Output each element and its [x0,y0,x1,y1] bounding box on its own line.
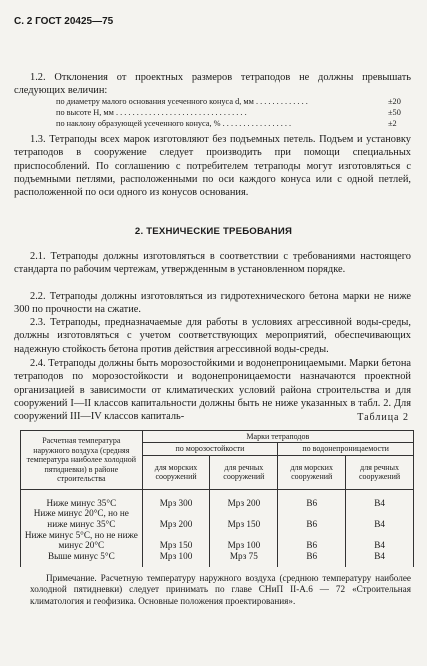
frost-sea-header: для морских сооружений [142,455,210,489]
table-cell: Мрз 200 [227,497,261,508]
frost-sea-column [142,489,210,567]
table-cell: Мрз 200 [159,519,193,529]
table-cell: Мрз 100 [159,550,193,561]
frost-river-column [210,489,278,567]
table-cell: Мрз 300 [159,497,193,508]
temperature-column [21,489,143,567]
deviation-item: по высоте H, мм . . . . . . . . . . . . . . . . . . . . . . . . . . . . . . . . ±50 [56,108,401,117]
paragraph-2-3: 2.3. Тетраподы, предназначаемые для работы в условиях агрессивной воды-среды, должны изготовляться с учетом соответствующих мероприятий, обеспечивающих надежную стойкость бетона против действия агрессивной воды-среды. [14,317,411,355]
table-cell: В6 [306,519,318,529]
table-note: Примечание. Расчетную температуру наружного воздуха (среднюю температуру наиболее холодной пятидневки) следует принимать по главе СНиП II-А.6 — 72 «Строительная климатология и геофизика. Основные положения проектирования». [30,573,411,606]
deviation-item: по диаметру малого основания усеченного конуса d, мм . . . . . . . . . . . . . ±20 [56,97,401,106]
page-header: С. 2 ГОСТ 20425—75 [14,16,114,27]
table-cell: Мрз 75 [229,550,258,561]
table-cell: Ниже минус 35°C [46,497,117,508]
paragraph-2-1: 2.1. Тетраподы должны изготовляться в соответствии с требованиями настоящего стандарта по рабочим чертежам, утвержденным в установленном порядке. [14,251,411,276]
table-cell: В4 [374,497,385,508]
paragraph-1-2: 1.2. Отклонения от проектных размеров тетраподов не должны превышать следующих величин: [14,72,411,97]
marks-table [20,430,414,567]
table-cell: Выше минус 5°C [47,550,115,561]
table-cell: В6 [306,497,318,508]
paragraph-2-4: 2.4. Тетраподы должны быть морозостойкими и водонепроницаемыми. Марки бетона тетраподов по морозостойкости и водонепроницаемости назначаются проектной организацией в зависимости от климатических условий района строительства и для сооружений I—II классов капитальности должны быть не ниже указанных в табл. 2. Для сооружений III—IV классов капиталь- [14,358,411,423]
frost-river-header: для речных сооружений [210,455,278,489]
section-title: 2. ТЕХНИЧЕСКИЕ ТРЕБОВАНИЯ [134,226,293,237]
table-cell: В4 [374,540,385,551]
table-cell: Мрз 100 [227,540,261,551]
table-cell: Мрз 150 [227,519,261,529]
frost-header: по морозостойкости [142,443,278,455]
deviation-item: по наклону образующей усеченного конуса, % . . . . . . . . . . . . . . . . . ±2 [56,119,397,128]
table-caption: Таблица 2 [357,412,409,423]
table-cell: В6 [306,540,318,551]
table-cell: Ниже минус 5°C, но не ниже минус 20°C [24,529,138,551]
water-sea-column [278,489,346,567]
table-cell: В4 [374,519,385,529]
table-cell: Мрз 150 [159,540,193,551]
table-body [21,489,414,567]
temperature-header: Расчетная температура наружного воздуха (средняя температура наиболее холодной пятидневки) в районе строительства [21,431,143,490]
water-header: по водонепроницаемости [278,443,414,455]
deviation-list [56,96,416,129]
table-cell: Ниже минус 20°C, но не ниже минус 35°C [33,508,129,529]
water-river-column [346,489,414,567]
water-river-header: для речных сооружений [346,455,414,489]
paragraph-1-3: 1.3. Тетраподы всех марок изготовляют без подъемных петель. Подъем и установку тетраподов в сооружение следует производить при помощи специальных приспособлений. По соглашению с потребителем тетраподы могут изготовляться с подъемными петлями, расположенными по оси каждого конуса или с одной петлей, расположенной по оси одного из конусов основания. [14,134,411,199]
table-cell: В6 [306,550,318,561]
paragraph-2-2: 2.2. Тетраподы должны изготовляться из гидротехнического бетона марки не ниже 300 по прочности на сжатие. [14,291,411,316]
marks-header: Марки тетраподов [142,431,413,443]
table-cell: В4 [374,550,385,561]
water-sea-header: для морских сооружений [278,455,346,489]
